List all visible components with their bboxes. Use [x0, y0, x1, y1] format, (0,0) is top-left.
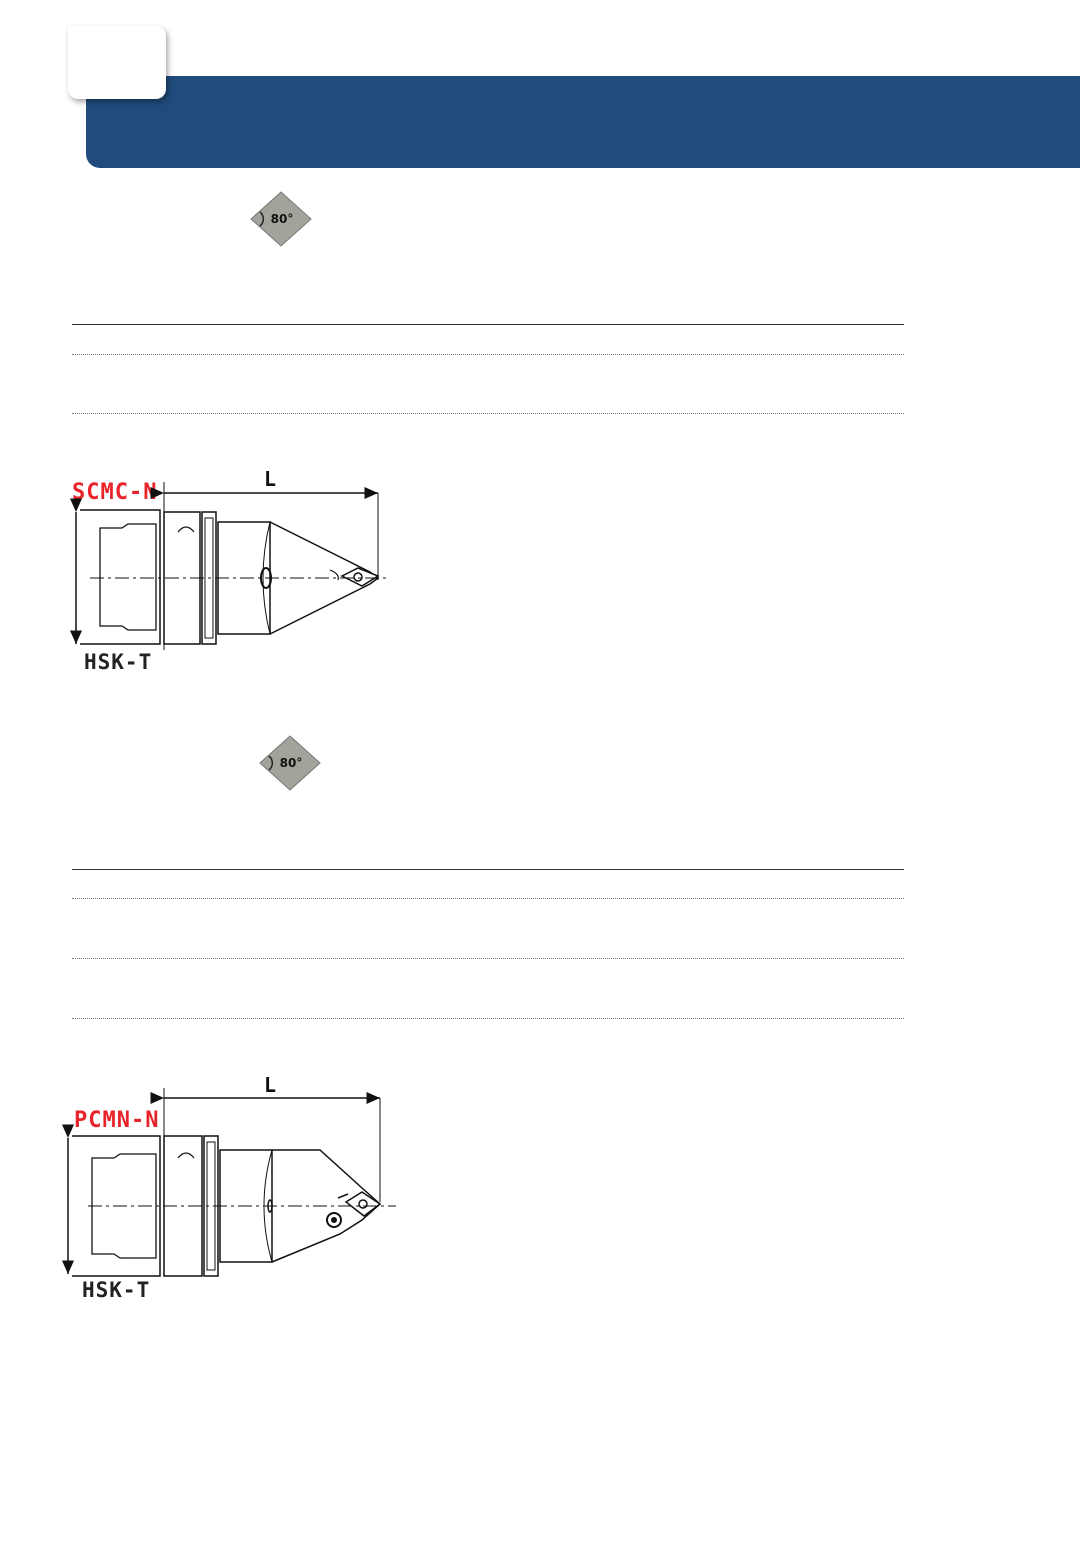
insert-shape-icon — [258, 734, 322, 792]
table-top-rule — [72, 324, 904, 325]
insert-angle-label: 80° — [270, 212, 294, 226]
tool-holder-drawing — [60, 462, 400, 662]
table-row-rule — [72, 958, 904, 959]
table-row-rule — [72, 413, 904, 414]
table-row-rule — [72, 1018, 904, 1019]
length-dimension-label: L — [263, 467, 277, 491]
shank-type-label: HSK-T — [84, 650, 153, 674]
tool-code-label: PCMN-N — [74, 1108, 160, 1133]
length-dimension-label: L — [263, 1073, 277, 1097]
table-row-rule — [72, 898, 904, 899]
tool-code-label: SCMC-N — [72, 480, 158, 505]
shank-type-label: HSK-T — [82, 1278, 151, 1302]
page-tab — [68, 26, 166, 99]
table-top-rule — [72, 869, 904, 870]
insert-angle-label: 80° — [279, 756, 303, 770]
header-bar — [86, 76, 1080, 168]
table-row-rule — [72, 354, 904, 355]
tool-holder-drawing — [56, 1070, 400, 1280]
insert-shape-icon — [249, 190, 313, 248]
